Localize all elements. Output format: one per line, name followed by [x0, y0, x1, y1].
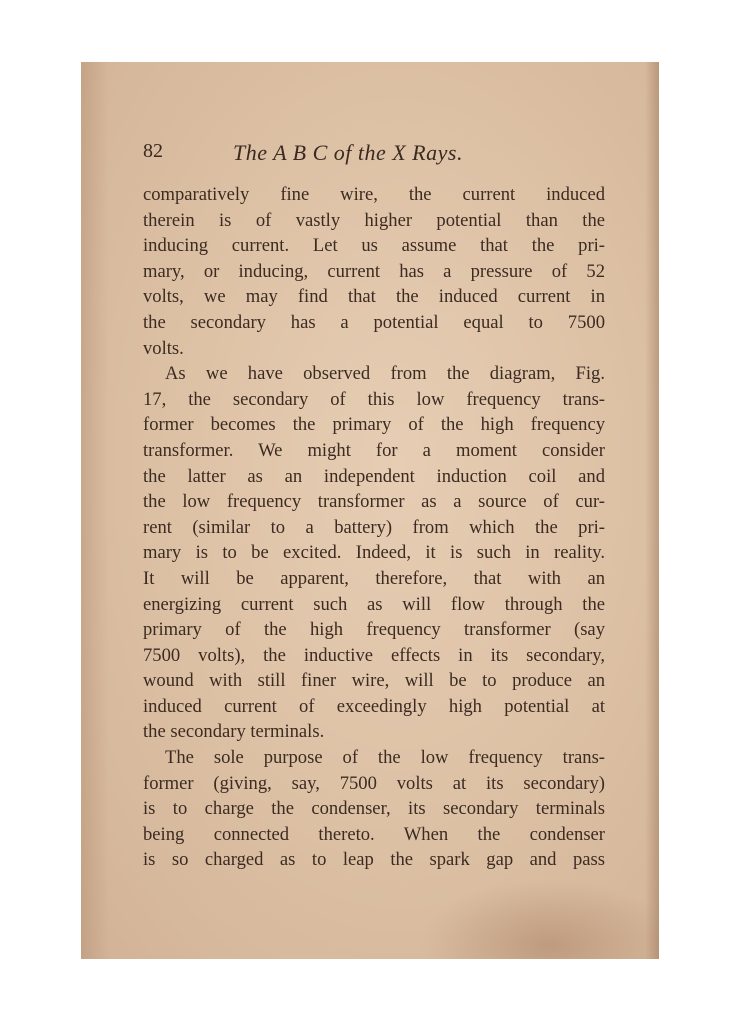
text-line: 7500 volts), the inductive effects in its secondary, — [143, 644, 605, 666]
text-line: the latter as an independent induction coil and — [143, 465, 605, 487]
page-edge-shadow — [645, 62, 659, 959]
text-line: the low frequency transformer as a source of cur- — [143, 491, 605, 513]
text-line: is to charge the condenser, its secondary terminals — [143, 798, 605, 820]
text-line: former becomes the primary of the high frequency — [143, 414, 605, 436]
text-line: induced current of exceedingly high potential at — [143, 695, 605, 717]
text-line: rent (similar to a battery) from which the pri- — [143, 516, 605, 538]
text-line: transformer. We might for a moment consider — [143, 439, 605, 461]
text-line: wound with still finer wire, will be to produce an — [143, 670, 605, 692]
text-line: It will be apparent, therefore, that with an — [143, 567, 605, 589]
text-line: the secondary terminals. — [143, 721, 325, 743]
text-line: energizing current such as will flow through the — [143, 593, 605, 615]
text-line: volts, we may find that the induced current in — [143, 286, 605, 308]
page-number: 82 — [143, 140, 163, 162]
text-line: mary is to be excited. Indeed, it is such in reality. — [143, 542, 605, 564]
text-line: primary of the high frequency transformer (say — [143, 619, 605, 641]
text-line: therein is of vastly higher potential than the — [143, 209, 605, 231]
body-text — [143, 182, 605, 873]
text-line: The sole purpose of the low frequency trans- — [165, 747, 605, 769]
running-head — [143, 140, 603, 168]
page-smudge — [419, 879, 659, 959]
text-line: the secondary has a potential equal to 7500 — [143, 311, 605, 333]
book-page-scan — [81, 62, 659, 959]
text-line: volts. — [143, 337, 184, 359]
text-line: As we have observed from the diagram, Fig. — [165, 363, 605, 385]
text-line: former (giving, say, 7500 volts at its secondary) — [143, 772, 605, 794]
running-title: The A B C of the X Rays. — [233, 140, 463, 165]
text-line: 17, the secondary of this low frequency trans- — [143, 388, 605, 410]
text-line: being connected thereto. When the condenser — [143, 823, 605, 845]
text-line: is so charged as to leap the spark gap and pass — [143, 849, 605, 871]
text-line: comparatively fine wire, the current induced — [143, 184, 605, 205]
text-line: inducing current. Let us assume that the pri- — [143, 235, 605, 257]
text-line: mary, or inducing, current has a pressure of 52 — [143, 260, 605, 282]
